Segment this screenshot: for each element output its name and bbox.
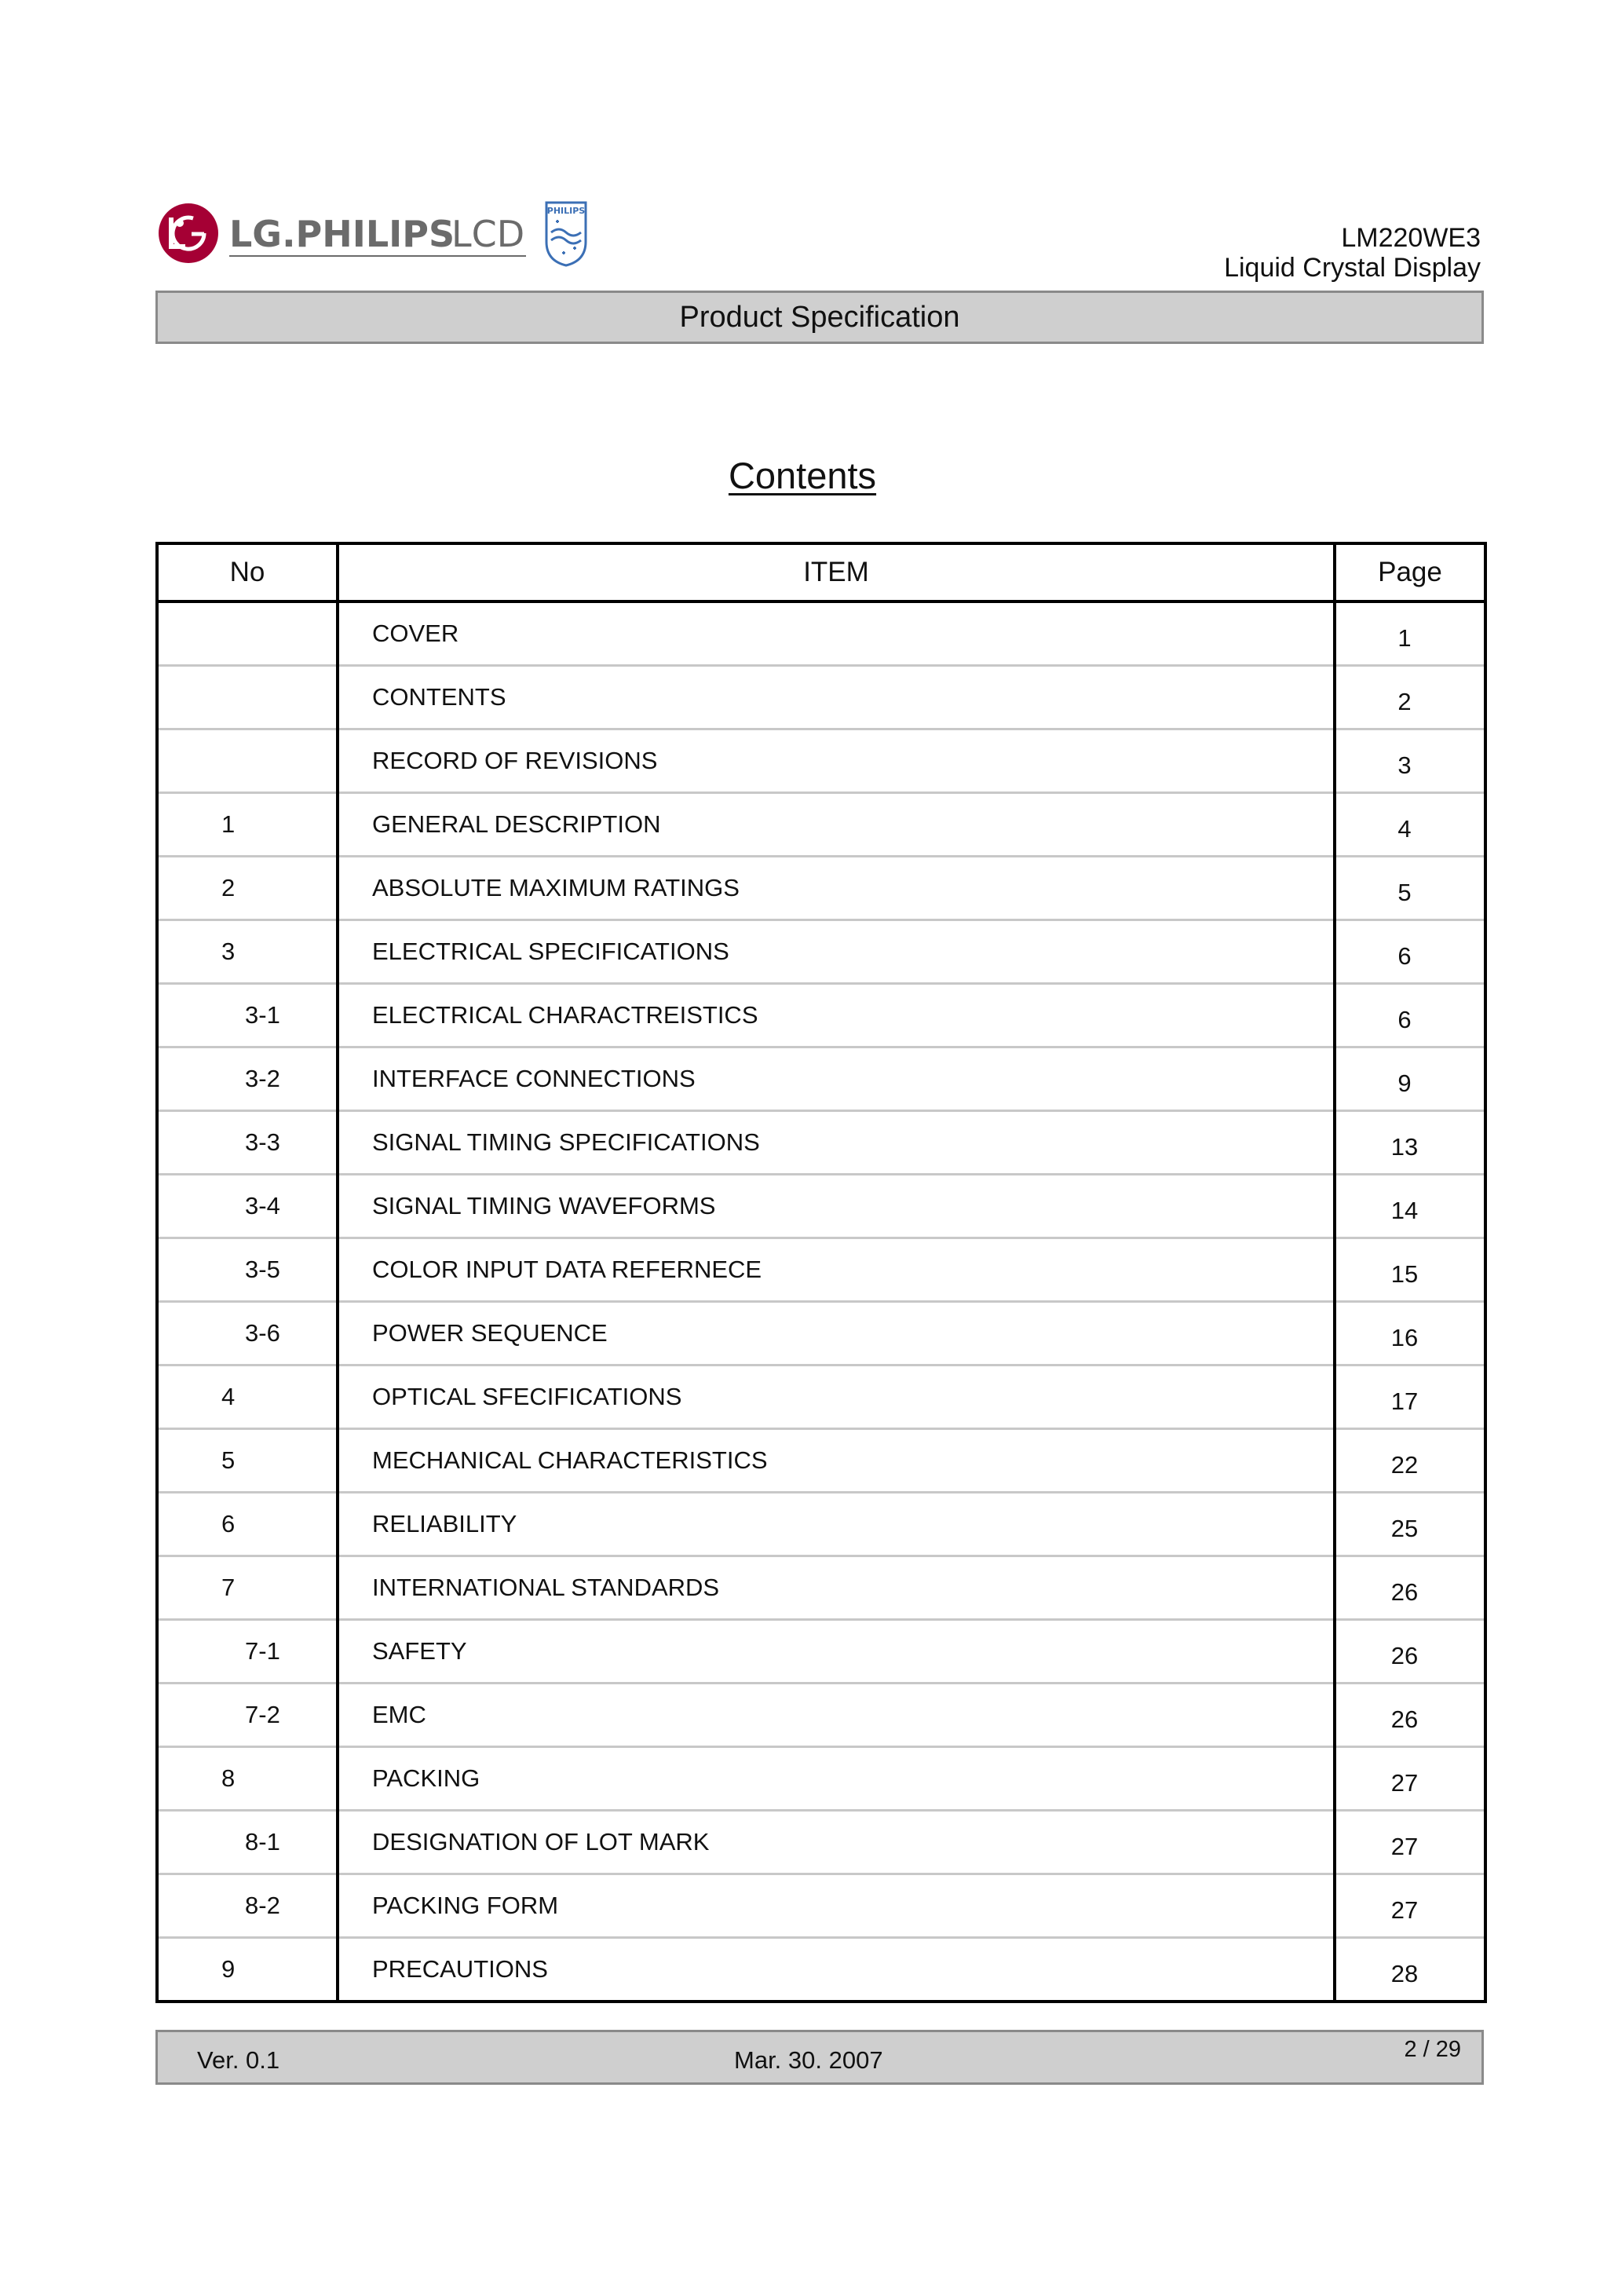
row-page: 9 [1335, 1047, 1485, 1111]
row-item: COVER [372, 620, 459, 647]
table-row [157, 1238, 1485, 1302]
row-number: 4 [157, 1366, 338, 1429]
svg-text:PHILIPS: PHILIPS [546, 206, 586, 216]
table-row [157, 1366, 1485, 1429]
table-row [157, 601, 1485, 666]
row-page: 17 [1335, 1366, 1485, 1429]
row-item: RECORD OF REVISIONS [338, 729, 1335, 793]
table-row [157, 920, 1485, 984]
row-number: 3-4 [157, 1175, 338, 1238]
row-number: 3-3 [157, 1111, 338, 1175]
row-page: 16 [1335, 1302, 1485, 1366]
row-number: 7-1 [157, 1620, 338, 1684]
row-item: POWER SEQUENCE [338, 1302, 1335, 1366]
column-header-no: No [157, 543, 338, 601]
row-page: 3 [1335, 729, 1485, 793]
row-page: 27 [1335, 1747, 1485, 1811]
row-number [157, 601, 338, 666]
table-header-row [157, 543, 1485, 601]
row-page: 5 [1335, 857, 1485, 920]
row-page: 6 [1335, 984, 1485, 1047]
row-number: 3-1 [157, 984, 338, 1047]
row-number: 3-2 [157, 1047, 338, 1111]
row-number [157, 666, 338, 729]
row-number: 1 [157, 793, 338, 857]
row-page: 14 [1335, 1175, 1485, 1238]
contents-table [155, 542, 1487, 2003]
row-number: 6 [157, 1493, 338, 1556]
row-page: 15 [1335, 1238, 1485, 1302]
row-item: OPTICAL SFECIFICATIONS [338, 1366, 1335, 1429]
row-page: 13 [1335, 1111, 1485, 1175]
row-item: MECHANICAL CHARACTERISTICS [338, 1429, 1335, 1493]
table-row [157, 1874, 1485, 1938]
row-page: 28 [1335, 1938, 1485, 2002]
svg-text:LG.PHILIPS: LG.PHILIPS [229, 213, 455, 255]
table-row [157, 1556, 1485, 1620]
row-number: 9 [157, 1938, 338, 2002]
row-number: 7 [157, 1556, 338, 1620]
footer-date: Mar. 30. 2007 [734, 2046, 883, 2074]
row-item: SIGNAL TIMING SPECIFICATIONS [338, 1111, 1335, 1175]
footer-version: Ver. 0.1 [197, 2046, 280, 2074]
column-header-item: ITEM [338, 543, 1335, 601]
row-page: 1 [1335, 601, 1485, 666]
row-page: 26 [1335, 1620, 1485, 1684]
row-item: COLOR INPUT DATA REFERNECE [338, 1238, 1335, 1302]
row-item: ABSOLUTE MAXIMUM RATINGS [338, 857, 1335, 920]
row-item: PACKING FORM [338, 1874, 1335, 1938]
row-item: INTERFACE CONNECTIONS [338, 1047, 1335, 1111]
row-item: DESIGNATION OF LOT MARK [338, 1811, 1335, 1874]
row-page: 27 [1335, 1811, 1485, 1874]
row-page: 26 [1335, 1684, 1485, 1747]
model-number: LM220WE3 [1341, 223, 1481, 253]
row-page: 6 [1335, 920, 1485, 984]
table-row [157, 666, 1485, 729]
row-item: CONTENTS [338, 666, 1335, 729]
row-number: 3-5 [157, 1238, 338, 1302]
row-item: RELIABILITY [338, 1493, 1335, 1556]
row-item: SAFETY [338, 1620, 1335, 1684]
row-item: SIGNAL TIMING WAVEFORMS [338, 1175, 1335, 1238]
row-number [157, 729, 338, 793]
row-page: 26 [1335, 1556, 1485, 1620]
row-item: EMC [338, 1684, 1335, 1747]
table-row [157, 1429, 1485, 1493]
row-item: ELECTRICAL SPECIFICATIONS [338, 920, 1335, 984]
table-row [157, 1111, 1485, 1175]
table-row [157, 857, 1485, 920]
footer-bar [155, 2030, 1484, 2085]
table-row [157, 1047, 1485, 1111]
row-page: 4 [1335, 793, 1485, 857]
row-number: 2 [157, 857, 338, 920]
row-number: 5 [157, 1429, 338, 1493]
row-item: PACKING [338, 1747, 1335, 1811]
table-row [157, 1175, 1485, 1238]
table-row [157, 1302, 1485, 1366]
row-item: INTERNATIONAL STANDARDS [338, 1556, 1335, 1620]
row-number: 7-2 [157, 1684, 338, 1747]
spec-banner-label: Product Specification [679, 300, 960, 334]
company-logo [157, 198, 597, 269]
table-row [157, 984, 1485, 1047]
row-number: 8-2 [157, 1874, 338, 1938]
lg-philips-logo-graphic [157, 198, 597, 269]
product-type: Liquid Crystal Display [1224, 253, 1481, 283]
row-item: ELECTRICAL CHARACTREISTICS [338, 984, 1335, 1047]
row-item: PRECAUTIONS [338, 1938, 1335, 2002]
row-number: 8 [157, 1747, 338, 1811]
row-number: 3 [157, 920, 338, 984]
row-number: 3-6 [157, 1302, 338, 1366]
row-number: 8-1 [157, 1811, 338, 1874]
page-title: Contents [728, 455, 877, 496]
svg-text:LCD: LCD [451, 213, 525, 255]
table-row [157, 793, 1485, 857]
spec-banner [155, 291, 1484, 344]
table-row [157, 1811, 1485, 1874]
row-page: 27 [1335, 1874, 1485, 1938]
table-row [157, 1620, 1485, 1684]
column-header-page: Page [1335, 543, 1485, 601]
table-row [157, 1747, 1485, 1811]
row-page: 2 [1335, 666, 1485, 729]
table-row [157, 1493, 1485, 1556]
footer-page-number: 2 / 29 [1404, 2037, 1461, 2062]
row-page: 22 [1335, 1429, 1485, 1493]
table-row [157, 729, 1485, 793]
row-page: 25 [1335, 1493, 1485, 1556]
row-item: GENERAL DESCRIPTION [338, 793, 1335, 857]
table-row [157, 1938, 1485, 2002]
table-row [157, 1684, 1485, 1747]
